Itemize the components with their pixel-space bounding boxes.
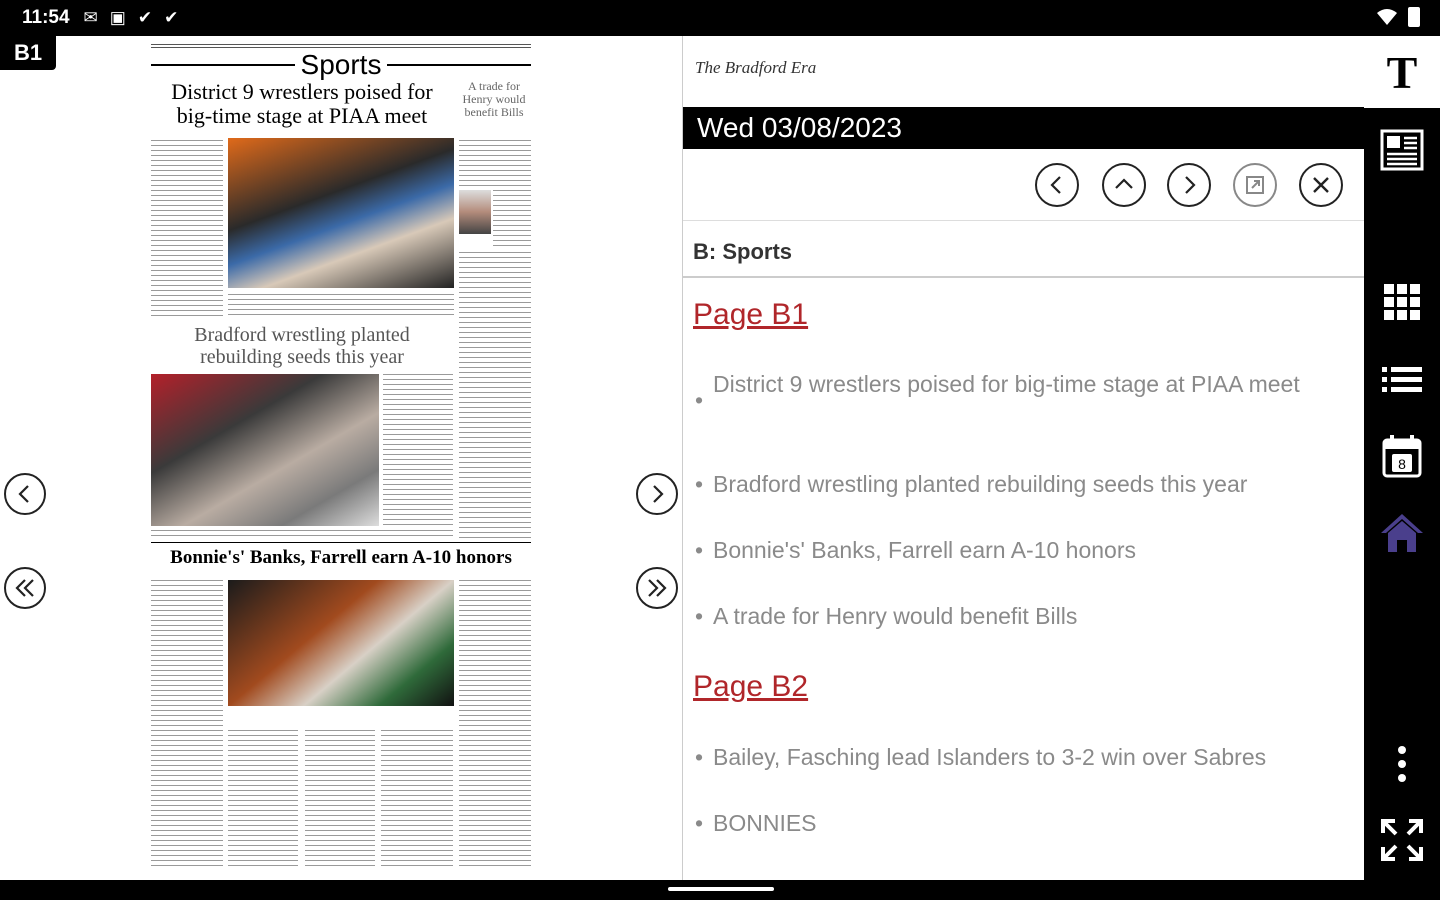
close-button[interactable]	[1299, 163, 1343, 207]
up-button[interactable]	[1102, 163, 1146, 207]
list-view-button[interactable]	[1378, 356, 1426, 404]
section-label: B: Sports	[693, 239, 792, 264]
article-text-column	[383, 374, 453, 526]
article-text-column	[381, 730, 453, 870]
article-text-column	[493, 190, 531, 250]
list-icon	[1379, 357, 1425, 403]
battery-icon	[1408, 7, 1420, 27]
fullscreen-icon	[1379, 817, 1425, 863]
article-text-column	[459, 580, 531, 870]
page-viewer[interactable]	[0, 36, 682, 880]
prev-page-button[interactable]	[4, 473, 46, 515]
article-list-panel	[682, 36, 1364, 880]
page-view-button[interactable]	[1378, 126, 1426, 174]
page-link-b1[interactable]: Page B1	[693, 298, 809, 331]
np-headline-henry[interactable]: A trade for Henry would benefit Bills	[462, 79, 526, 120]
article-caption	[151, 530, 453, 538]
chevron-right-icon	[646, 483, 668, 505]
article-item[interactable]	[695, 600, 1353, 633]
section-title: Sports	[300, 49, 382, 80]
last-page-button[interactable]	[636, 567, 678, 609]
article-divider	[151, 542, 531, 543]
grid-icon	[1379, 279, 1425, 325]
status-bar	[0, 0, 1440, 36]
article-item[interactable]	[695, 741, 1353, 774]
rule-right	[387, 64, 531, 66]
basketball-photo	[228, 580, 454, 706]
article-caption	[228, 294, 454, 318]
section-banner	[151, 50, 531, 80]
article-text-column	[459, 140, 531, 186]
article-title: District 9 wrestlers poised for big-time stage at PIAA meet	[713, 371, 1300, 397]
calendar-day: 8	[1398, 456, 1406, 472]
gesture-nav-bar[interactable]	[668, 887, 774, 891]
next-button[interactable]	[1167, 163, 1211, 207]
checkmark-icon: ✔	[137, 8, 153, 27]
newspaper-masthead: The Bradford Era	[695, 58, 817, 77]
checkmark-icon: ✔	[164, 8, 179, 27]
page-badge: B1	[0, 36, 56, 70]
bullet: •	[695, 603, 704, 629]
home-icon	[1379, 509, 1425, 555]
first-page-button[interactable]	[4, 567, 46, 609]
article-title: A trade for Henry would benefit Bills	[713, 603, 1078, 629]
article-text-column	[305, 730, 375, 870]
article-text-column	[459, 252, 531, 538]
wifi-icon	[1376, 8, 1398, 26]
home-button[interactable]	[1378, 508, 1426, 556]
chevron-left-icon	[14, 483, 36, 505]
article-title: Bradford wrestling planted rebuilding seeds this year	[713, 471, 1248, 497]
bullet: •	[695, 744, 704, 770]
section-rule	[683, 276, 1365, 278]
article-text-column	[228, 730, 298, 870]
article-text-column	[151, 580, 223, 870]
newspaper-icon	[1379, 127, 1425, 173]
photo-notification-icon: ▣	[109, 8, 126, 27]
rule-left	[151, 64, 295, 66]
edition-date: Wed 03/08/2023	[683, 107, 1365, 149]
article-item[interactable]	[695, 534, 1353, 567]
columnist-photo	[459, 190, 491, 234]
expand-button[interactable]	[1233, 163, 1277, 207]
right-toolbar	[1364, 36, 1440, 880]
wrestling-photo	[228, 138, 454, 288]
article-item[interactable]	[695, 807, 1353, 840]
double-chevron-right-icon	[646, 577, 668, 599]
chevron-up-icon	[1112, 173, 1136, 197]
text-icon: T	[1386, 46, 1418, 98]
article-item[interactable]	[695, 368, 1353, 417]
grid-view-button[interactable]	[1378, 278, 1426, 326]
article-item[interactable]	[695, 468, 1353, 501]
chevron-left-icon	[1045, 173, 1069, 197]
bullet: •	[695, 471, 704, 497]
calendar-button[interactable]	[1378, 432, 1426, 480]
article-text-column	[151, 140, 223, 316]
next-page-button[interactable]	[636, 473, 678, 515]
article-title: Bonnie's' Banks, Farrell earn A-10 honors	[713, 537, 1137, 563]
page-link-b2[interactable]: Page B2	[693, 670, 809, 703]
newspaper-page[interactable]	[147, 40, 535, 878]
system-indicators	[1376, 7, 1420, 27]
article-title: BONNIES	[713, 810, 817, 836]
text-view-button[interactable]	[1364, 36, 1440, 108]
article-title: Bailey, Fasching lead Islanders to 3-2 win over Sabres	[713, 744, 1267, 770]
wrestling-match-photo	[151, 374, 379, 526]
more-vert-icon	[1379, 741, 1425, 787]
folio-line	[151, 44, 531, 48]
bullet: •	[695, 537, 704, 563]
bullet: •	[695, 387, 704, 413]
calendar-icon	[1379, 433, 1425, 479]
previous-button[interactable]	[1035, 163, 1079, 207]
expand-window-icon	[1243, 173, 1267, 197]
more-options-button[interactable]	[1378, 740, 1426, 788]
gmail-icon: ✉	[83, 8, 98, 27]
np-headline-wrestlers[interactable]: District 9 wrestlers poised for big-time stage at PIAA meet	[171, 79, 433, 129]
close-icon	[1309, 173, 1333, 197]
np-headline-bonnies[interactable]: Bonnie's' Banks, Farrell earn A-10 honors	[170, 547, 512, 568]
chevron-right-icon	[1177, 173, 1201, 197]
double-chevron-left-icon	[14, 577, 36, 599]
bullet: •	[695, 810, 704, 836]
np-headline-bradford[interactable]: Bradford wrestling planted rebuilding seeds this year	[194, 324, 410, 368]
fullscreen-button[interactable]	[1378, 816, 1426, 864]
status-time: 11:54	[22, 7, 70, 28]
panel-toolbar	[683, 149, 1365, 221]
